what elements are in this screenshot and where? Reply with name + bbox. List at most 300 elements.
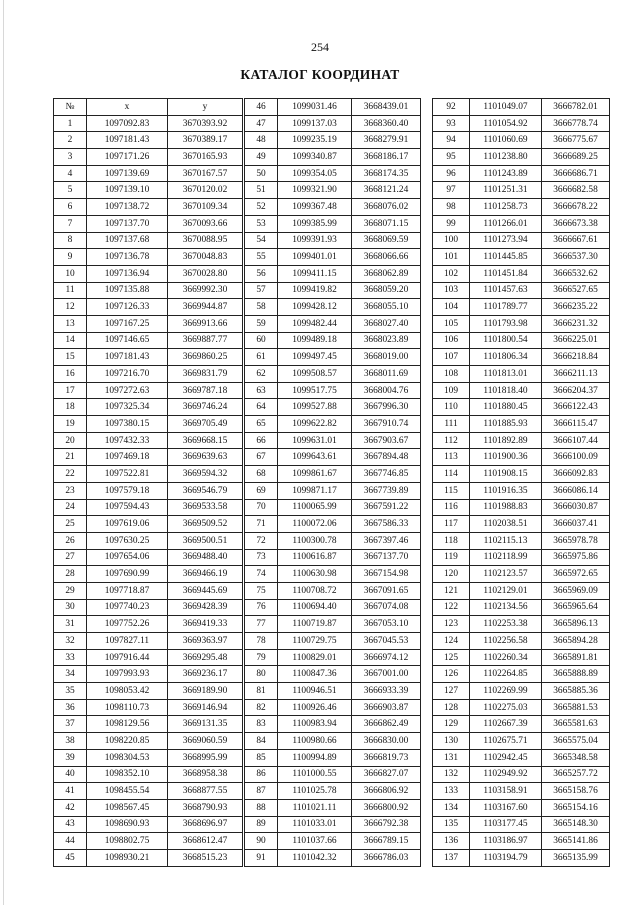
y-coordinate-cell: 3666933.39 [352, 683, 421, 700]
point-number-cell: 52 [245, 199, 278, 216]
point-number-cell: 86 [245, 766, 278, 783]
x-coordinate-cell: 1099861.67 [278, 466, 352, 483]
table-row [245, 215, 421, 232]
table-row [433, 499, 610, 516]
table-row [433, 532, 610, 549]
y-coordinate-cell: 3665135.99 [542, 849, 610, 866]
point-number-cell: 119 [433, 549, 470, 566]
table-row [245, 549, 421, 566]
point-number-cell: 71 [245, 516, 278, 533]
table-row [54, 633, 243, 650]
y-coordinate-cell: 3668071.15 [352, 215, 421, 232]
x-coordinate-cell: 1101451.84 [470, 265, 542, 282]
table-row [433, 99, 610, 116]
y-coordinate-cell: 3667746.85 [352, 466, 421, 483]
y-coordinate-cell: 3669639.63 [168, 449, 243, 466]
point-number-cell: 51 [245, 182, 278, 199]
y-coordinate-cell: 3668121.24 [352, 182, 421, 199]
point-number-cell: 94 [433, 132, 470, 149]
table-row [54, 849, 243, 866]
point-number-cell: 87 [245, 783, 278, 800]
point-number-cell: 124 [433, 633, 470, 650]
table-row [433, 549, 610, 566]
y-coordinate-cell: 3667910.74 [352, 416, 421, 433]
y-coordinate-cell: 3665148.30 [542, 816, 610, 833]
y-coordinate-cell: 3667091.65 [352, 582, 421, 599]
point-number-cell: 37 [54, 716, 87, 733]
x-coordinate-cell: 1098110.73 [87, 699, 168, 716]
table-row [433, 566, 610, 583]
y-coordinate-cell: 3665158.76 [542, 783, 610, 800]
x-coordinate-cell: 1102129.01 [470, 582, 542, 599]
y-coordinate-cell: 3668174.35 [352, 165, 421, 182]
y-coordinate-cell: 3665896.13 [542, 616, 610, 633]
point-number-cell: 128 [433, 699, 470, 716]
point-number-cell: 120 [433, 566, 470, 583]
table-row [54, 549, 243, 566]
point-number-cell: 15 [54, 349, 87, 366]
point-number-cell: 116 [433, 499, 470, 516]
y-coordinate-cell: 3665894.28 [542, 633, 610, 650]
point-number-cell: 46 [245, 99, 278, 116]
x-coordinate-cell: 1097092.83 [87, 115, 168, 132]
x-coordinate-cell: 1097136.94 [87, 265, 168, 282]
y-coordinate-cell: 3670165.93 [168, 149, 243, 166]
table-row [433, 633, 610, 650]
table-row [433, 349, 610, 366]
x-coordinate-cell: 1097136.78 [87, 249, 168, 266]
y-coordinate-cell: 3670393.92 [168, 115, 243, 132]
y-coordinate-cell: 3666786.03 [352, 849, 421, 866]
y-coordinate-cell: 3666827.07 [352, 766, 421, 783]
point-number-cell: 54 [245, 232, 278, 249]
point-number-cell: 49 [245, 149, 278, 166]
table-row [54, 516, 243, 533]
table-row [245, 199, 421, 216]
x-coordinate-cell: 1103167.60 [470, 799, 542, 816]
table-row [245, 532, 421, 549]
table-row [54, 115, 243, 132]
point-number-cell: 69 [245, 482, 278, 499]
table-row [433, 799, 610, 816]
point-number-cell: 95 [433, 149, 470, 166]
table-row [245, 783, 421, 800]
table-row [54, 699, 243, 716]
point-number-cell: 48 [245, 132, 278, 149]
y-coordinate-cell: 3666806.92 [352, 783, 421, 800]
y-coordinate-cell: 3666086.14 [542, 482, 610, 499]
table-row [54, 399, 243, 416]
point-number-cell: 59 [245, 315, 278, 332]
point-number-cell: 113 [433, 449, 470, 466]
point-number-cell: 24 [54, 499, 87, 516]
table-row [433, 699, 610, 716]
x-coordinate-cell: 1102675.71 [470, 733, 542, 750]
x-coordinate-cell: 1102275.03 [470, 699, 542, 716]
y-coordinate-cell: 3667739.89 [352, 482, 421, 499]
point-number-cell: 90 [245, 833, 278, 850]
y-coordinate-cell: 3667591.22 [352, 499, 421, 516]
x-coordinate-cell: 1100065.99 [278, 499, 352, 516]
point-number-cell: 32 [54, 633, 87, 650]
x-coordinate-cell: 1101049.07 [470, 99, 542, 116]
x-coordinate-cell: 1101238.80 [470, 149, 542, 166]
x-coordinate-cell: 1099321.90 [278, 182, 352, 199]
point-number-cell: 134 [433, 799, 470, 816]
y-coordinate-cell: 3668279.91 [352, 132, 421, 149]
point-number-cell: 82 [245, 699, 278, 716]
point-number-cell: 107 [433, 349, 470, 366]
y-coordinate-cell: 3669668.15 [168, 432, 243, 449]
table-header-row [54, 99, 243, 116]
table-row [433, 616, 610, 633]
x-coordinate-cell: 1100983.94 [278, 716, 352, 733]
point-number-cell: 137 [433, 849, 470, 866]
point-number-cell: 64 [245, 399, 278, 416]
y-coordinate-cell: 3667137.70 [352, 549, 421, 566]
x-coordinate-cell: 1099385.99 [278, 215, 352, 232]
y-coordinate-cell: 3669419.33 [168, 616, 243, 633]
x-coordinate-cell: 1101988.83 [470, 499, 542, 516]
point-number-cell: 104 [433, 299, 470, 316]
x-coordinate-cell: 1101789.77 [470, 299, 542, 316]
y-coordinate-cell: 3666673.38 [542, 215, 610, 232]
table-row [54, 649, 243, 666]
table-row [245, 366, 421, 383]
point-number-cell: 117 [433, 516, 470, 533]
x-coordinate-cell: 1099517.75 [278, 382, 352, 399]
y-coordinate-cell: 3666678.22 [542, 199, 610, 216]
point-number-cell: 25 [54, 516, 87, 533]
y-coordinate-cell: 3668027.40 [352, 315, 421, 332]
x-coordinate-cell: 1097740.23 [87, 599, 168, 616]
table-row [245, 499, 421, 516]
table-row [245, 683, 421, 700]
point-number-cell: 57 [245, 282, 278, 299]
y-coordinate-cell: 3668004.76 [352, 382, 421, 399]
point-number-cell: 5 [54, 182, 87, 199]
point-number-cell: 108 [433, 366, 470, 383]
y-coordinate-cell: 3669787.18 [168, 382, 243, 399]
point-number-cell: 53 [245, 215, 278, 232]
x-coordinate-cell: 1103194.79 [470, 849, 542, 866]
x-coordinate-cell: 1097325.34 [87, 399, 168, 416]
table-row [245, 849, 421, 866]
table-row [433, 215, 610, 232]
table-row [245, 599, 421, 616]
point-number-cell: 28 [54, 566, 87, 583]
point-number-cell: 136 [433, 833, 470, 850]
point-number-cell: 112 [433, 432, 470, 449]
table-row [54, 366, 243, 383]
point-number-cell: 45 [54, 849, 87, 866]
y-coordinate-cell: 3666792.38 [352, 816, 421, 833]
y-coordinate-cell: 3667074.08 [352, 599, 421, 616]
point-number-cell: 60 [245, 332, 278, 349]
point-number-cell: 26 [54, 532, 87, 549]
y-coordinate-cell: 3665972.65 [542, 566, 610, 583]
x-coordinate-cell: 1102123.57 [470, 566, 542, 583]
coordinate-table-3 [432, 98, 610, 867]
table-row [433, 783, 610, 800]
coordinate-table-2 [244, 98, 421, 867]
point-number-cell: 6 [54, 199, 87, 216]
table-row [54, 799, 243, 816]
table-row [54, 816, 243, 833]
point-number-cell: 135 [433, 816, 470, 833]
x-coordinate-cell: 1101251.31 [470, 182, 542, 199]
y-coordinate-cell: 3666107.44 [542, 432, 610, 449]
table-row [245, 249, 421, 266]
table-row [245, 766, 421, 783]
y-coordinate-cell: 3669488.40 [168, 549, 243, 566]
table-row [433, 149, 610, 166]
table-row [433, 366, 610, 383]
y-coordinate-cell: 3668877.55 [168, 783, 243, 800]
y-coordinate-cell: 3669887.77 [168, 332, 243, 349]
point-number-cell: 84 [245, 733, 278, 750]
point-number-cell: 92 [433, 99, 470, 116]
x-coordinate-cell: 1101892.89 [470, 432, 542, 449]
table-row [433, 232, 610, 249]
table-row [433, 833, 610, 850]
x-coordinate-cell: 1101054.92 [470, 115, 542, 132]
y-coordinate-cell: 3666686.71 [542, 165, 610, 182]
table-row [433, 132, 610, 149]
x-coordinate-cell: 1101800.54 [470, 332, 542, 349]
x-coordinate-cell: 1097993.93 [87, 666, 168, 683]
table-row [433, 382, 610, 399]
point-number-cell: 3 [54, 149, 87, 166]
y-coordinate-cell: 3666778.74 [542, 115, 610, 132]
x-coordinate-cell: 1101818.40 [470, 382, 542, 399]
y-coordinate-cell: 3670093.66 [168, 215, 243, 232]
x-coordinate-cell: 1099411.15 [278, 265, 352, 282]
y-coordinate-cell: 3670120.02 [168, 182, 243, 199]
point-number-cell: 127 [433, 683, 470, 700]
y-coordinate-cell: 3667586.33 [352, 516, 421, 533]
table-row [54, 599, 243, 616]
x-coordinate-cell: 1100616.87 [278, 549, 352, 566]
y-coordinate-cell: 3670167.57 [168, 165, 243, 182]
x-coordinate-cell: 1102269.99 [470, 683, 542, 700]
y-coordinate-cell: 3670389.17 [168, 132, 243, 149]
x-coordinate-cell: 1102253.38 [470, 616, 542, 633]
table-row [54, 566, 243, 583]
x-coordinate-cell: 1101885.93 [470, 416, 542, 433]
x-coordinate-cell: 1103158.91 [470, 783, 542, 800]
y-coordinate-cell: 3667397.46 [352, 532, 421, 549]
x-coordinate-cell: 1102667.39 [470, 716, 542, 733]
table-row [245, 315, 421, 332]
x-coordinate-cell: 1100300.78 [278, 532, 352, 549]
y-coordinate-cell: 3668069.59 [352, 232, 421, 249]
y-coordinate-cell: 3668958.38 [168, 766, 243, 783]
table-row [433, 299, 610, 316]
table-row [245, 232, 421, 249]
x-coordinate-cell: 1099354.05 [278, 165, 352, 182]
y-coordinate-cell: 3665888.89 [542, 666, 610, 683]
point-number-cell: 121 [433, 582, 470, 599]
x-coordinate-cell: 1097137.68 [87, 232, 168, 249]
x-coordinate-cell: 1100980.66 [278, 733, 352, 750]
point-number-cell: 47 [245, 115, 278, 132]
point-number-cell: 97 [433, 182, 470, 199]
x-coordinate-cell: 1099235.19 [278, 132, 352, 149]
table-row [433, 716, 610, 733]
y-coordinate-cell: 3668439.01 [352, 99, 421, 116]
y-coordinate-cell: 3666030.87 [542, 499, 610, 516]
table-row [54, 215, 243, 232]
table-row [54, 149, 243, 166]
table-row [54, 733, 243, 750]
x-coordinate-cell: 1101445.85 [470, 249, 542, 266]
point-number-cell: 8 [54, 232, 87, 249]
y-coordinate-cell: 3669131.35 [168, 716, 243, 733]
x-coordinate-cell: 1101258.73 [470, 199, 542, 216]
y-coordinate-cell: 3665891.81 [542, 649, 610, 666]
table-row [54, 616, 243, 633]
x-coordinate-cell: 1097469.18 [87, 449, 168, 466]
x-coordinate-cell: 1099367.48 [278, 199, 352, 216]
point-number-cell: 123 [433, 616, 470, 633]
y-coordinate-cell: 3667001.00 [352, 666, 421, 683]
point-number-cell: 38 [54, 733, 87, 750]
x-coordinate-cell: 1101273.94 [470, 232, 542, 249]
table-row [245, 399, 421, 416]
table-row [433, 599, 610, 616]
y-coordinate-cell: 3669428.39 [168, 599, 243, 616]
x-coordinate-cell: 1097654.06 [87, 549, 168, 566]
point-number-cell: 129 [433, 716, 470, 733]
point-number-cell: 11 [54, 282, 87, 299]
table-row [245, 466, 421, 483]
x-coordinate-cell: 1099497.45 [278, 349, 352, 366]
x-coordinate-cell: 1100729.75 [278, 633, 352, 650]
x-coordinate-cell: 1097167.25 [87, 315, 168, 332]
point-number-cell: 23 [54, 482, 87, 499]
table-row [433, 766, 610, 783]
y-coordinate-cell: 3669944.87 [168, 299, 243, 316]
y-coordinate-cell: 3666537.30 [542, 249, 610, 266]
y-coordinate-cell: 3670088.95 [168, 232, 243, 249]
y-coordinate-cell: 3669860.25 [168, 349, 243, 366]
table-row [245, 416, 421, 433]
point-number-cell: 132 [433, 766, 470, 783]
table-row [433, 516, 610, 533]
table-row [54, 132, 243, 149]
x-coordinate-cell: 1101042.32 [278, 849, 352, 866]
table-row [433, 582, 610, 599]
point-number-cell: 33 [54, 649, 87, 666]
x-coordinate-cell: 1103177.45 [470, 816, 542, 833]
table-row [245, 449, 421, 466]
point-number-cell: 75 [245, 582, 278, 599]
table-row [433, 182, 610, 199]
point-number-cell: 16 [54, 366, 87, 383]
y-coordinate-cell: 3668023.89 [352, 332, 421, 349]
table-row [245, 749, 421, 766]
x-coordinate-cell: 1097139.69 [87, 165, 168, 182]
table-row [245, 699, 421, 716]
table-row [54, 315, 243, 332]
y-coordinate-cell: 3666115.47 [542, 416, 610, 433]
x-coordinate-cell: 1099508.57 [278, 366, 352, 383]
table-row [245, 265, 421, 282]
table-row [54, 432, 243, 449]
table-row [433, 449, 610, 466]
y-coordinate-cell: 3667154.98 [352, 566, 421, 583]
y-coordinate-cell: 3667045.53 [352, 633, 421, 650]
table-row [245, 816, 421, 833]
table-row [433, 749, 610, 766]
y-coordinate-cell: 3666231.32 [542, 315, 610, 332]
y-coordinate-cell: 3666532.62 [542, 265, 610, 282]
x-coordinate-cell: 1099643.61 [278, 449, 352, 466]
table-row [433, 282, 610, 299]
point-number-cell: 18 [54, 399, 87, 416]
x-coordinate-cell: 1097272.63 [87, 382, 168, 399]
point-number-cell: 78 [245, 633, 278, 650]
y-coordinate-cell: 3669509.52 [168, 516, 243, 533]
y-coordinate-cell: 3666100.09 [542, 449, 610, 466]
y-coordinate-cell: 3669060.59 [168, 733, 243, 750]
point-number-cell: 93 [433, 115, 470, 132]
table-row [245, 733, 421, 750]
point-number-cell: 83 [245, 716, 278, 733]
y-coordinate-cell: 3666782.01 [542, 99, 610, 116]
table-row [245, 149, 421, 166]
x-coordinate-cell: 1098220.85 [87, 733, 168, 750]
x-coordinate-cell: 1102260.34 [470, 649, 542, 666]
table-row [245, 516, 421, 533]
point-number-cell: 63 [245, 382, 278, 399]
point-number-cell: 27 [54, 549, 87, 566]
y-coordinate-cell: 3669236.17 [168, 666, 243, 683]
table-row [54, 532, 243, 549]
table-row [433, 199, 610, 216]
x-coordinate-cell: 1100946.51 [278, 683, 352, 700]
y-coordinate-cell: 3669705.49 [168, 416, 243, 433]
point-number-cell: 36 [54, 699, 87, 716]
point-number-cell: 29 [54, 582, 87, 599]
x-coordinate-cell: 1100926.46 [278, 699, 352, 716]
x-coordinate-cell: 1100694.40 [278, 599, 352, 616]
x-coordinate-cell: 1097171.26 [87, 149, 168, 166]
point-number-cell: 130 [433, 733, 470, 750]
table-row [245, 382, 421, 399]
x-coordinate-cell: 1101900.36 [470, 449, 542, 466]
table-row [54, 466, 243, 483]
table-row [54, 182, 243, 199]
table-row [54, 265, 243, 282]
point-number-cell: 85 [245, 749, 278, 766]
x-coordinate-cell: 1097137.70 [87, 215, 168, 232]
point-number-cell: 19 [54, 416, 87, 433]
point-number-cell: 55 [245, 249, 278, 266]
y-coordinate-cell: 3666862.49 [352, 716, 421, 733]
table-row [54, 449, 243, 466]
page-number: 254 [311, 40, 329, 54]
header-number: № [54, 99, 87, 116]
table-row [245, 649, 421, 666]
table-row [54, 683, 243, 700]
x-coordinate-cell: 1102942.45 [470, 749, 542, 766]
x-coordinate-cell: 1101793.98 [470, 315, 542, 332]
y-coordinate-cell: 3668515.23 [168, 849, 243, 866]
point-number-cell: 96 [433, 165, 470, 182]
y-coordinate-cell: 3669466.19 [168, 566, 243, 583]
